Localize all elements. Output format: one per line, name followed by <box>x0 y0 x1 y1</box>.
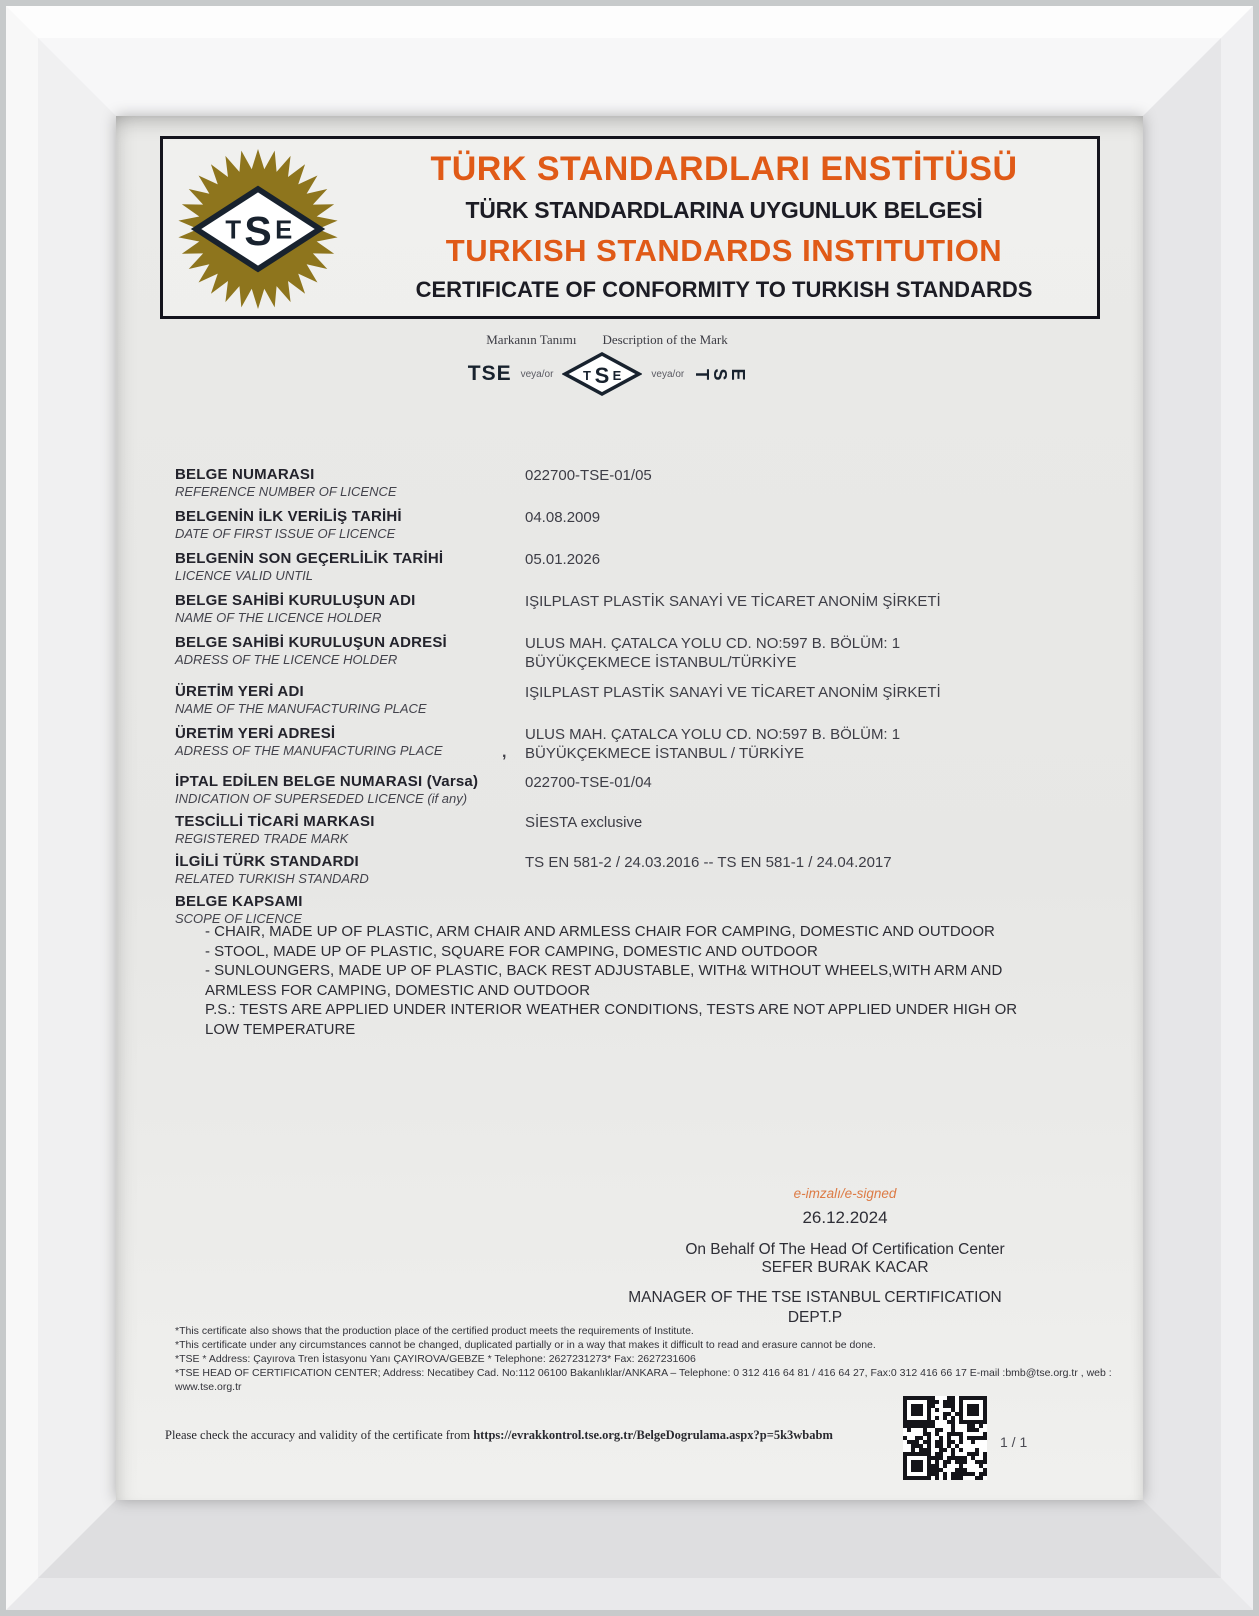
field-row-trade-mark <box>175 813 1105 846</box>
tse-seal-logo <box>177 148 339 315</box>
verification-url: https://evrakkontrol.tse.org.tr/BelgeDogrulama.aspx?p=5k3wbabm <box>473 1428 833 1442</box>
field-sublabel: INDICATION OF SUPERSEDED LICENCE (if any) <box>175 791 468 806</box>
header-titles <box>363 150 1085 303</box>
field-value: TS EN 581-2 / 24.03.2016 -- TS EN 581-1 / 24.04.2017 <box>525 854 892 871</box>
tse-vertical-mark <box>692 364 749 385</box>
field-row-licence-holder-name <box>175 592 1105 625</box>
field-row-superseded-licence <box>175 773 1105 806</box>
field-sublabel: ADRESS OF THE MANUFACTURING PLACE <box>175 743 443 758</box>
address-line-2: BÜYÜKÇEKMECE İSTANBUL / TÜRKİYE <box>525 745 804 762</box>
logo-letter-e: E <box>275 216 293 245</box>
scope-of-licence-text <box>205 922 1025 1039</box>
field-sublabel: REGISTERED TRADE MARK <box>175 831 349 846</box>
field-sublabel: SCOPE OF LICENCE <box>175 911 302 926</box>
stray-comma-mark: , <box>502 744 507 761</box>
logo-letter-s: S <box>244 208 272 255</box>
certificate-paper <box>116 116 1143 1500</box>
verification-prefix: Please check the accuracy and validity of the certificate from <box>165 1428 474 1442</box>
certificate-subtitle-en: CERTIFICATE OF CONFORMITY TO TURKISH STANDARDS <box>415 276 1033 302</box>
signature-block <box>635 1186 1055 1277</box>
tse-seal-icon <box>177 148 339 310</box>
page-number: 1 / 1 <box>1000 1434 1028 1450</box>
address-line-1: ULUS MAH. ÇATALCA YOLU CD. NO:597 B. BÖLÜM: 1 <box>525 635 901 652</box>
field-sublabel: LICENCE VALID UNTIL <box>175 568 313 583</box>
fine-print-line: *TSE HEAD OF CERTIFICATION CENTER; Address: Necatibey Cad. No:112 06100 Bakanlıklar/ANKARA – Telephone: 0 312 416 64 81 / 416 64 27, Fax:0 312 416 66 17 E-mail :bmb@tse.org.tr , web : www.tse.org.tr <box>175 1367 1112 1393</box>
vertical-letter-e: E <box>728 367 749 380</box>
field-label: BELGE SAHİBİ KURULUŞUN ADI <box>175 592 416 609</box>
tse-diamond-icon <box>562 351 642 397</box>
signature-date: 26.12.2024 <box>802 1208 888 1227</box>
on-behalf-label: On Behalf Of The Head Of Certification Center <box>685 1241 1005 1258</box>
veya-or-label-2: veya/or <box>651 368 685 380</box>
field-row-belge-numarasi <box>175 466 1105 499</box>
field-value: 05.01.2026 <box>525 551 601 568</box>
field-sublabel: DATE OF FIRST ISSUE OF LICENCE <box>175 526 396 541</box>
fine-print-line: *This certificate under any circumstances cannot be changed, duplicated partially or in a way that makes it difficult to read and erasure cannot be done. <box>175 1339 876 1351</box>
field-row-valid-until <box>175 550 1105 583</box>
field-label: ÜRETİM YERİ ADRESİ <box>175 725 336 742</box>
field-value <box>525 725 1100 763</box>
field-label: TESCİLLİ TİCARİ MARKASI <box>175 813 375 830</box>
field-label: BELGE SAHİBİ KURULUŞUN ADRESİ <box>175 634 447 651</box>
field-row-turkish-standard <box>175 853 1105 886</box>
signatory-title-line-1: MANAGER OF THE TSE ISTANBUL CERTIFICATION <box>628 1289 1002 1306</box>
fine-print <box>175 1324 1175 1394</box>
fine-print-line: *TSE * Address: Çayırova Tren İstasyonu Yanı ÇAYIROVA/GEBZE * Telephone: 2627231273* Fax: 2627231606 <box>175 1353 696 1365</box>
diamond-letter-t: T <box>583 368 592 383</box>
field-value: 022700-TSE-01/04 <box>525 774 652 791</box>
header-box <box>160 136 1100 319</box>
mark-description-block <box>432 332 782 397</box>
verification-line <box>165 1428 895 1443</box>
diamond-letter-e: E <box>613 368 622 383</box>
field-sublabel: NAME OF THE LICENCE HOLDER <box>175 610 382 625</box>
field-label: BELGENİN İLK VERİLİŞ TARİHİ <box>175 508 402 525</box>
field-label: İPTAL EDİLEN BELGE NUMARASI (Varsa) <box>175 773 479 790</box>
field-value: 022700-TSE-01/05 <box>525 467 652 484</box>
scope-item: P.S.: TESTS ARE APPLIED UNDER INTERIOR WEATHER CONDITIONS, TESTS ARE NOT APPLIED UNDER HIGH OR LOW TEMPERATURE <box>205 1001 1018 1038</box>
institution-title-tr: TÜRK STANDARDLARI ENSTİTÜSÜ <box>430 150 1018 188</box>
mark-label-en: Description of the Mark <box>602 332 728 347</box>
field-value: IŞILPLAST PLASTİK SANAYİ VE TİCARET ANONİM ŞİRKETİ <box>525 684 941 701</box>
vertical-letter-s: S <box>710 367 731 380</box>
field-sublabel: REFERENCE NUMBER OF LICENCE <box>175 484 397 499</box>
field-value: SİESTA exclusive <box>525 814 643 831</box>
e-signed-label: e-imzalı/e-signed <box>793 1186 897 1201</box>
address-line-1: ULUS MAH. ÇATALCA YOLU CD. NO:597 B. BÖLÜM: 1 <box>525 726 901 743</box>
scope-item: - SUNLOUNGERS, MADE UP OF PLASTIC, BACK REST ADJUSTABLE, WITH& WITHOUT WHEELS,WITH ARM AND ARMLESS FOR CAMPING, DOMESTIC AND OUTDOOR <box>205 962 1003 999</box>
field-value <box>525 634 1100 672</box>
field-label: BELGE NUMARASI <box>175 466 315 483</box>
address-line-2: BÜYÜKÇEKMECE İSTANBUL/TÜRKİYE <box>525 654 797 671</box>
field-label: BELGENİN SON GEÇERLİLİK TARİHİ <box>175 550 444 567</box>
field-value: 04.08.2009 <box>525 509 601 526</box>
field-row-manufacturing-place-name <box>175 683 1105 716</box>
field-sublabel: ADRESS OF THE LICENCE HOLDER <box>175 652 398 667</box>
field-row-manufacturing-place-address <box>175 725 1105 762</box>
field-label: ÜRETİM YERİ ADI <box>175 683 304 700</box>
fine-print-line: *This certificate also shows that the production place of the certified product meets the requirements of Institute. <box>175 1325 694 1337</box>
signatory-title-line-2: DEPT.P <box>787 1309 843 1326</box>
vertical-letter-t: T <box>692 368 713 380</box>
field-label: İLGİLİ TÜRK STANDARDI <box>175 853 359 870</box>
field-value: IŞILPLAST PLASTİK SANAYİ VE TİCARET ANONİM ŞİRKETİ <box>525 593 941 610</box>
certificate-subtitle-tr: TÜRK STANDARDLARINA UYGUNLUK BELGESİ <box>465 197 983 224</box>
diamond-letter-s: S <box>595 363 610 388</box>
field-sublabel: NAME OF THE MANUFACTURING PLACE <box>175 701 427 716</box>
field-row-licence-holder-address <box>175 634 1105 671</box>
logo-letter-t: T <box>225 216 242 245</box>
veya-or-label-1: veya/or <box>520 368 554 380</box>
mark-tse-text: TSE <box>467 362 512 385</box>
qr-code <box>903 1396 987 1480</box>
institution-title-en: TURKISH STANDARDS INSTITUTION <box>445 232 1003 268</box>
field-sublabel: RELATED TURKISH STANDARD <box>175 871 369 886</box>
signatory-name: SEFER BURAK KACAR <box>761 1259 929 1276</box>
field-label: BELGE KAPSAMI <box>175 893 303 910</box>
scope-item: - STOOL, MADE UP OF PLASTIC, SQUARE FOR CAMPING, DOMESTIC AND OUTDOOR <box>205 942 818 960</box>
scope-item: - CHAIR, MADE UP OF PLASTIC, ARM CHAIR AND ARMLESS CHAIR FOR CAMPING, DOMESTIC AND OUTDOOR <box>205 923 995 940</box>
field-row-first-issue-date <box>175 508 1105 541</box>
mark-label-tr: Markanın Tanımı <box>486 332 577 347</box>
signatory-title <box>605 1288 1025 1328</box>
